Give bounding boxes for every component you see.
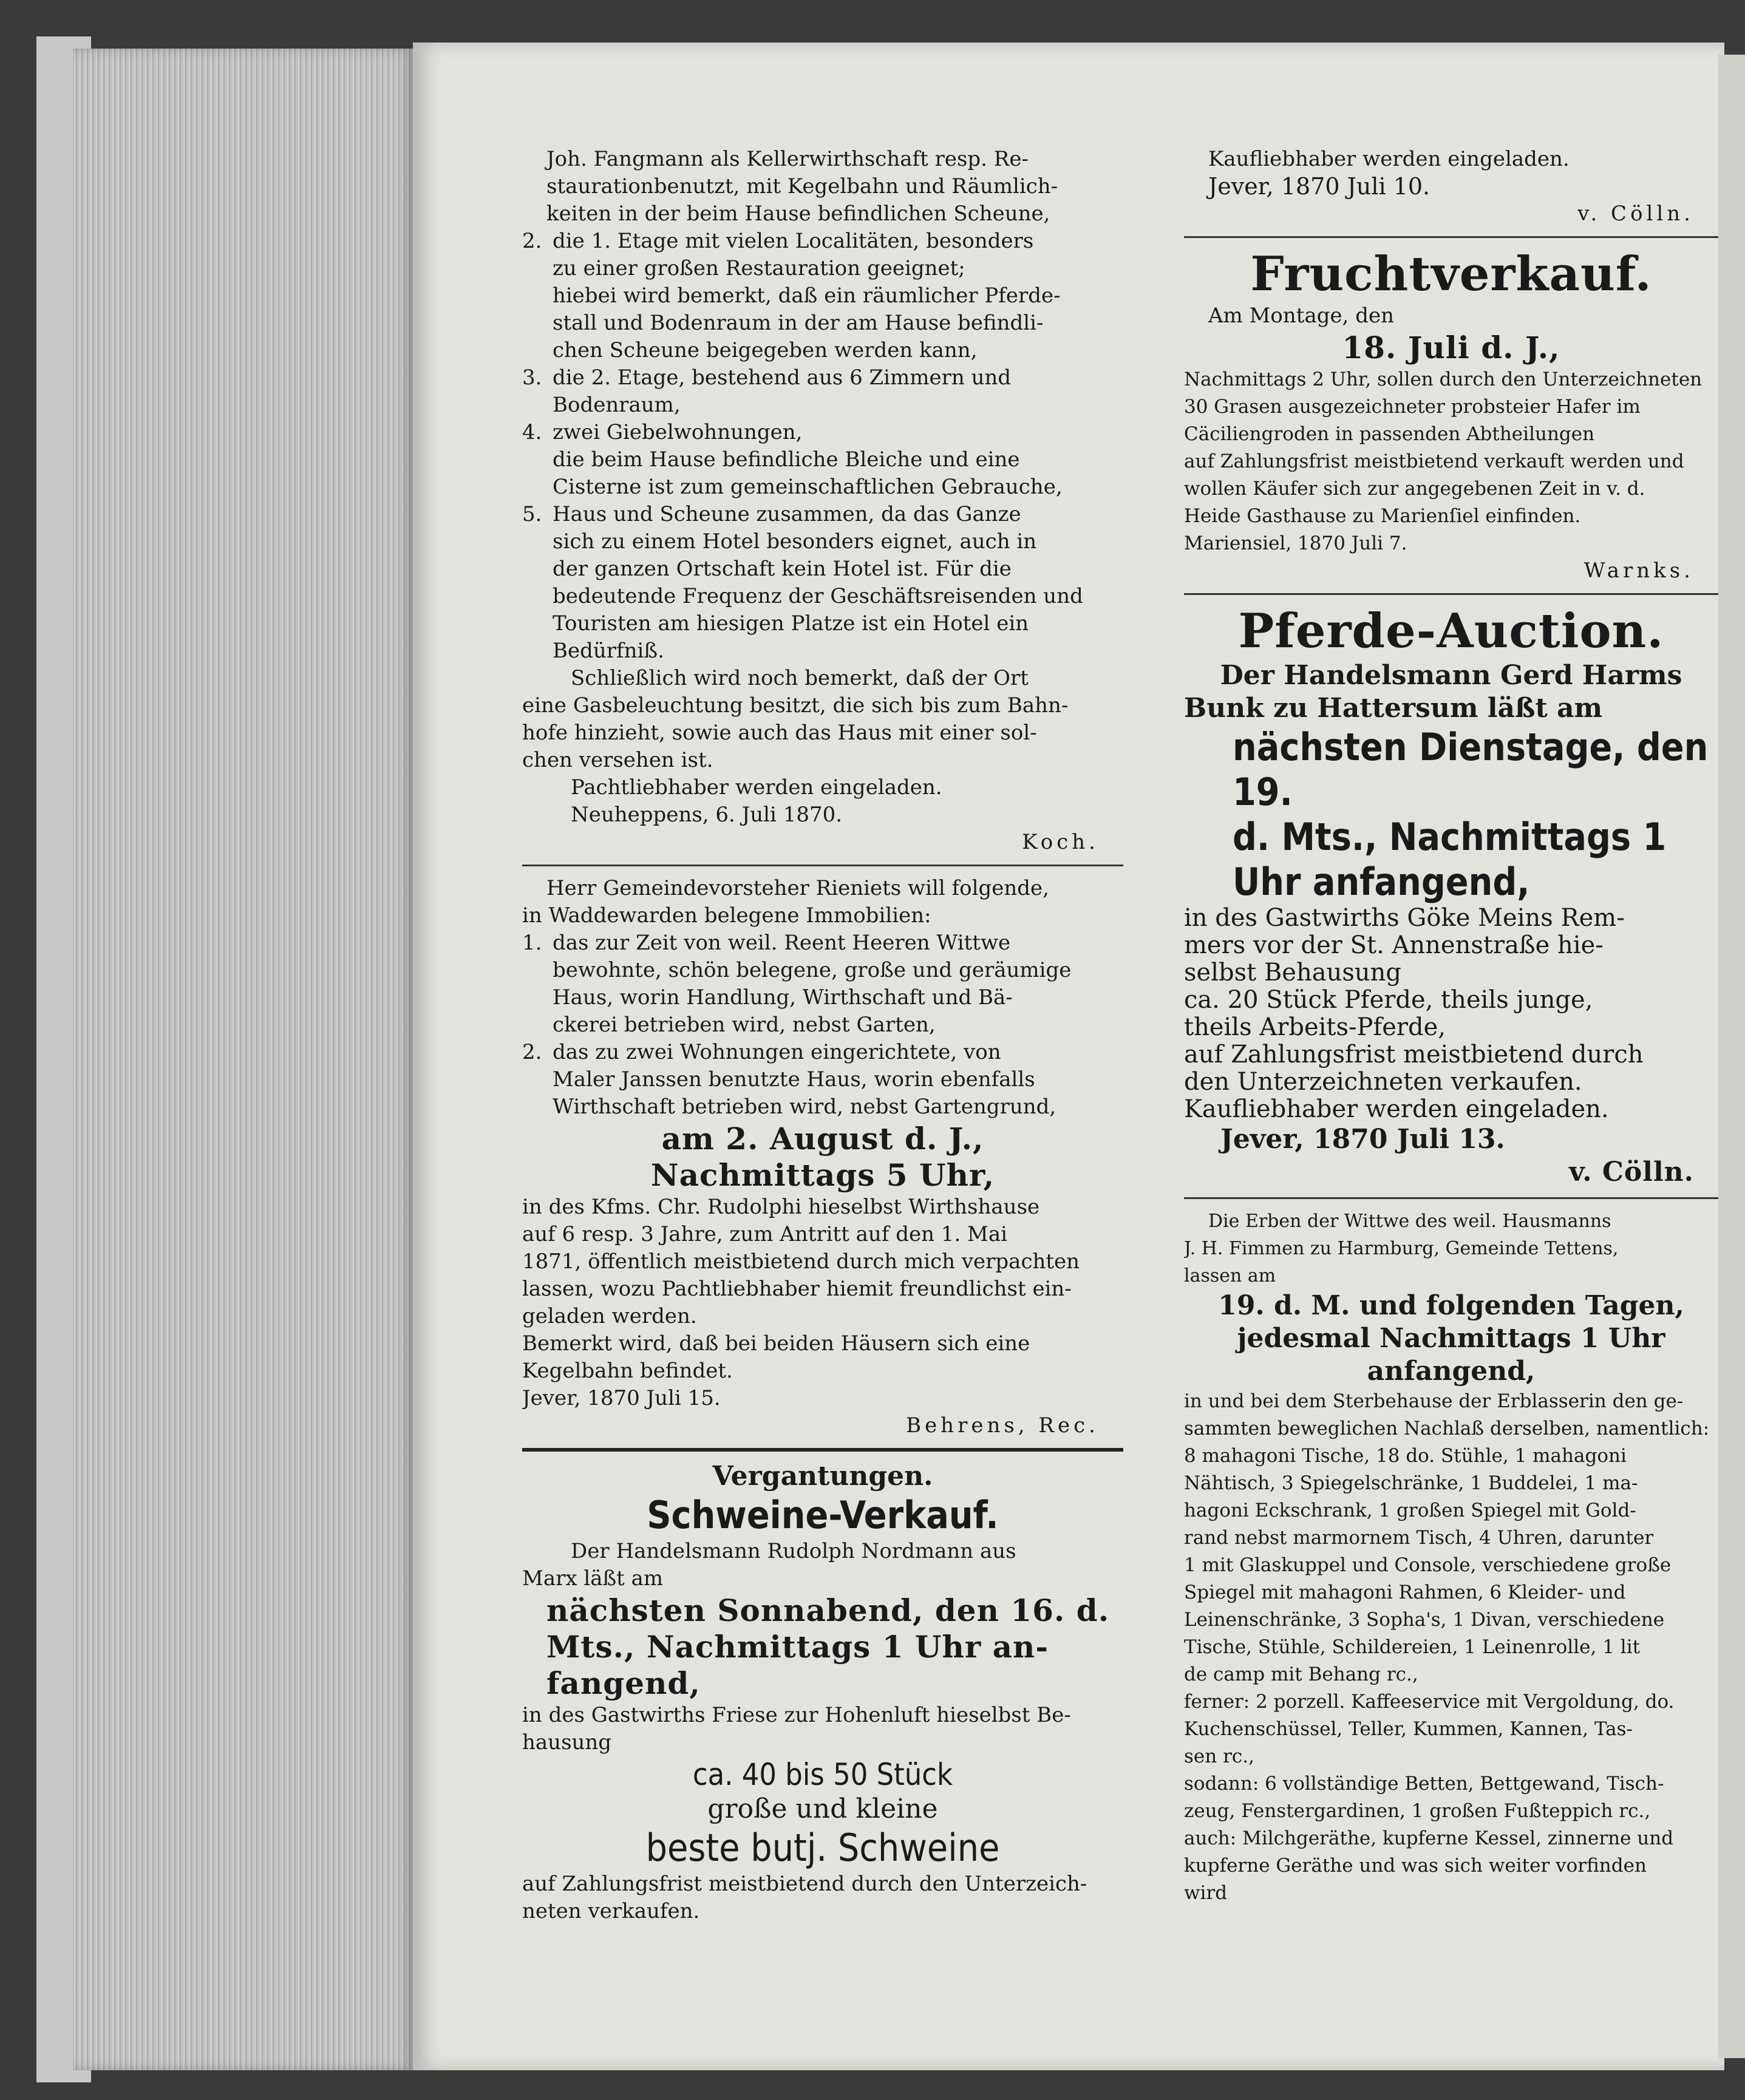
list-item <box>522 446 1123 474</box>
list-item <box>522 610 1123 637</box>
item-number: 2. <box>522 1040 542 1064</box>
item-text: zwei Giebelwohnungen, <box>553 420 803 444</box>
text-line: 30 Grasen ausgezeichneter probsteier Hafer im <box>1184 396 1641 418</box>
text-line: in des Kfms. Chr. Rudolphi hieselbst Wirthshause <box>522 1195 1040 1219</box>
text-line: Mariensiel, 1870 Juli 7. <box>1184 532 1407 554</box>
text-line: Am Montage, den <box>1208 304 1394 328</box>
list-item <box>522 957 1123 984</box>
list-item <box>522 392 1123 419</box>
ad-body <box>1184 366 1718 557</box>
item-text: Haus, worin Handlung, Wirthschaft und Bä- <box>553 985 1013 1010</box>
divider <box>1184 593 1718 595</box>
text-line: Schließlich wird noch bemerkt, daß der Ort <box>571 666 1029 690</box>
item-text: bewohnte, schön belegene, große und geräumige <box>553 958 1072 982</box>
item-text: Bodenraum, <box>553 393 681 417</box>
list-item <box>522 501 1123 528</box>
item-list <box>522 929 1123 1121</box>
divider <box>522 1448 1123 1452</box>
ad-schweine-verkauf <box>522 1460 1123 1925</box>
ad-kaufliebhaber <box>1184 146 1718 228</box>
text-line: auf Zahlungsfrist meistbietend durch den Unterzeich- <box>522 1872 1087 1896</box>
item-text: die 2. Etage, bestehend aus 6 Zimmern und <box>553 365 1012 390</box>
right-column <box>1184 146 1718 1907</box>
list-item <box>522 1011 1123 1039</box>
item-number: 3. <box>522 365 542 390</box>
list-item <box>522 364 1123 392</box>
list-item <box>522 419 1123 446</box>
ad-body <box>1184 905 1718 1123</box>
text-line: neten verkaufen. <box>522 1899 700 1923</box>
text-line: kupferne Geräthe und was sich weiter vorfinden <box>1184 1855 1647 1877</box>
text-line: sodann: 6 vollständige Betten, Bettgewand, Tisch- <box>1184 1773 1664 1795</box>
item-text: hiebei wird bemerkt, daß ein räumlicher Pferde- <box>553 284 1061 308</box>
item-text: Haus und Scheune zusammen, da das Ganze <box>553 502 1021 526</box>
list-item <box>522 583 1123 610</box>
item-text: sich zu einem Hotel besonders eignet, auch in <box>553 529 1037 554</box>
list-item <box>522 637 1123 665</box>
item-text: ckerei betrieben wird, nebst Garten, <box>553 1013 936 1037</box>
item-number: 5. <box>522 502 542 526</box>
item-text: der ganzen Ortschaft kein Hotel ist. Für die <box>553 557 1012 581</box>
list-item <box>522 228 1123 255</box>
ad-title: Pferde-Auction. <box>1238 603 1664 659</box>
text-line: Bemerkt wird, daß bei beiden Häusern sich eine <box>522 1331 1030 1356</box>
divider <box>1184 1197 1718 1199</box>
text-line: Tische, Stühle, Schildereien, 1 Leinenrolle, 1 lit <box>1184 1636 1641 1658</box>
item-text: die 1. Etage mit vielen Localitäten, besonders <box>553 229 1034 253</box>
text-line: lassen am <box>1184 1265 1276 1286</box>
ad-fruchtverkauf <box>1184 246 1718 585</box>
divider <box>1184 236 1718 238</box>
text-line: Leinenschränke, 3 Sopha's, 1 Divan, verschiedene <box>1184 1609 1665 1631</box>
sale-date: 18. Juli d. J., <box>1342 330 1560 365</box>
animal-size: große und kleine <box>707 1793 938 1824</box>
item-text: chen Scheune beigegeben werden kann, <box>553 338 978 362</box>
animal-count: ca. 40 bis 50 Stück <box>692 1757 953 1792</box>
item-text: die beim Hause befindliche Bleiche und eine <box>553 447 1020 472</box>
text-line: mers vor der St. Annenstraße hie- <box>1184 932 1604 959</box>
text-line: Spiegel mit mahagoni Rahmen, 6 Kleider- und <box>1184 1582 1626 1603</box>
text-line: in und bei dem Sterbehause der Erblasserin den ge- <box>1184 1390 1684 1412</box>
ad-title: Fruchtverkauf. <box>1250 246 1652 302</box>
signature: Warnks. <box>1583 559 1694 583</box>
text-line: Kegelbahn befindet. <box>522 1359 733 1383</box>
text-line: Kaufliebhaber werden eingeladen. <box>1208 147 1570 171</box>
sale-date: nächsten Sonnabend, den 16. d. <box>546 1592 1110 1628</box>
text-line: chen versehen ist. <box>522 748 713 772</box>
text-line: Marx läßt am <box>522 1566 664 1591</box>
signature: Koch. <box>1022 830 1099 854</box>
text-line: auf 6 resp. 3 Jahre, zum Antritt auf den 1. Mai <box>522 1222 1008 1246</box>
ad-title: Schweine-Verkauf. <box>647 1493 999 1537</box>
ad-body <box>1184 1388 1718 1907</box>
list-item <box>522 556 1123 583</box>
text-line: selbst Behausung <box>1184 959 1402 987</box>
text-line: staurationbenutzt, mit Kegelbahn und Räumlich- <box>546 174 1058 199</box>
text-line: eine Gasbeleuchtung besitzt, die sich bis zum Bahn- <box>522 693 1069 718</box>
text-line: keiten in der beim Hause befindlichen Scheune, <box>546 202 1050 226</box>
item-text: stall und Bodenraum in der am Hause befindli- <box>553 311 1044 335</box>
item-number: 2. <box>522 229 542 253</box>
sale-date: 19. d. M. und folgenden Tagen, <box>1218 1290 1684 1321</box>
text-line: 1871, öffentlich meistbietend durch mich verpachten <box>522 1249 1080 1274</box>
auction-date: d. Mts., Nachmittags 1 <box>1233 815 1667 859</box>
text-line: 8 mahagoni Tische, 18 do. Stühle, 1 mahagoni <box>1184 1445 1627 1467</box>
list-item <box>522 255 1123 282</box>
sale-date: Mts., Nachmittags 1 Uhr an- <box>546 1629 1049 1665</box>
auction-date: nächsten Dienstage, den 19. <box>1233 725 1709 814</box>
text-line: Jever, 1870 Juli 15. <box>522 1386 721 1410</box>
item-text: Wirthschaft betrieben wird, nebst Gartengrund, <box>553 1095 1056 1119</box>
ad-neuheppens <box>522 146 1123 856</box>
section-heading: Vergantungen. <box>712 1461 933 1492</box>
text-line: Joh. Fangmann als Kellerwirthschaft resp. Re- <box>546 147 1029 171</box>
animal-kind: beste butj. Schweine <box>645 1826 1000 1870</box>
text-line: Kaufliebhaber werden eingeladen. <box>1184 1096 1609 1123</box>
text-line: rand nebst marmornem Tisch, 4 Uhren, darunter <box>1184 1527 1654 1549</box>
ad-waddewarden <box>522 875 1123 1439</box>
text-line: Bunk zu Hattersum läßt am <box>1184 693 1603 724</box>
text-line: wird <box>1184 1882 1228 1904</box>
sale-date: anfangend, <box>1367 1356 1536 1387</box>
sale-date: jedesmal Nachmittags 1 Uhr <box>1237 1323 1665 1354</box>
text-line: de camp mit Behang rc., <box>1184 1663 1418 1685</box>
text-line: lassen, wozu Pachtliebhaber hiemit freundlichst ein- <box>522 1277 1072 1301</box>
list-item <box>522 1039 1123 1066</box>
text-line: geladen werden. <box>522 1304 697 1328</box>
item-text: Cisterne ist zum gemeinschaftlichen Gebrauche, <box>553 475 1063 499</box>
sale-date: fangend, <box>546 1665 701 1701</box>
text-line: Herr Gemeindevorsteher Rieniets will folgende, <box>546 876 1049 900</box>
left-column <box>522 146 1123 1925</box>
text-line: ferner: 2 porzell. Kaffeeservice mit Vergoldung, do. <box>1184 1691 1675 1713</box>
place-date: Neuheppens, 6. Juli 1870. <box>571 803 843 827</box>
facing-page-edge <box>1718 55 1745 2058</box>
text-line: Der Handelsmann Rudolph Nordmann aus <box>571 1539 1016 1563</box>
ad-fimmen-erben <box>1184 1208 1718 1907</box>
text-line: in des Gastwirths Göke Meins Rem- <box>1184 905 1625 932</box>
text-line: auf Zahlungsfrist meistbietend verkauft werden und <box>1184 450 1684 472</box>
text-line: Kuchenschüssel, Teller, Kummen, Kannen, Tas- <box>1184 1718 1633 1740</box>
auction-date: Uhr anfangend, <box>1233 860 1530 904</box>
text-line: Nachmittags 2 Uhr, sollen durch den Unterzeichneten <box>1184 369 1702 390</box>
list-item <box>522 929 1123 957</box>
text-line: hagoni Eckschrank, 1 großen Spiegel mit Gold- <box>1184 1500 1636 1521</box>
signature: v. Cölln. <box>1569 1157 1694 1188</box>
item-text: Bedürfniß. <box>553 639 664 663</box>
list-item <box>522 1066 1123 1093</box>
text-line: in Waddewarden belegene Immobilien: <box>522 903 931 928</box>
text-line: Die Erben der Wittwe des weil. Hausmanns <box>1208 1211 1611 1232</box>
text-line: sen rc., <box>1184 1745 1254 1767</box>
text-line: 1 mit Glaskuppel und Console, verschiedene große <box>1184 1554 1672 1576</box>
text-line: auf Zahlungsfrist meistbietend durch <box>1184 1041 1644 1069</box>
place-date: Jever, 1870 Juli 10. <box>1208 173 1430 200</box>
list-item <box>522 474 1123 501</box>
text-line: Heide Gasthause zu Marienſiel einfinden. <box>1184 505 1581 527</box>
list-item <box>522 337 1123 364</box>
item-number: 1. <box>522 931 542 955</box>
item-text: Maler Janssen benutzte Haus, worin ebenfalls <box>553 1067 1035 1092</box>
text-line: Der Handelsmann Gerd Harms <box>1220 660 1682 691</box>
book-page-edges <box>73 49 413 2070</box>
text-line: in des Gastwirths Friese zur Hohenluft hieselbst Be- <box>522 1703 1071 1727</box>
item-text: zu einer großen Restauration geeignet; <box>553 256 965 280</box>
ad-pferde-auction <box>1184 603 1718 1189</box>
place-date: Jever, 1870 Juli 13. <box>1220 1124 1505 1155</box>
text-line: J. H. Fimmen zu Harmburg, Gemeinde Tettens, <box>1184 1238 1619 1259</box>
list-item <box>522 984 1123 1011</box>
text-line: den Unterzeichneten verkaufen. <box>1184 1069 1582 1096</box>
text-line: wollen Käufer sich zur angegebenen Zeit in v. d. <box>1184 478 1645 500</box>
item-text: das zur Zeit von weil. Reent Heeren Wittwe <box>553 931 1011 955</box>
item-text: Touristen am hiesigen Platze ist ein Hotel ein <box>553 611 1029 636</box>
text-line: Cäciliengroden in passenden Abtheilungen <box>1184 423 1595 445</box>
list-item <box>522 528 1123 556</box>
text-line: hausung <box>522 1730 612 1755</box>
auction-date: am 2. August d. J., <box>661 1121 984 1157</box>
text-line: hofe hinzieht, sowie auch das Haus mit einer sol- <box>522 721 1037 745</box>
item-text: bedeutende Frequenz der Geschäftsreisenden und <box>553 584 1083 608</box>
item-text: das zu zwei Wohnungen eingerichtete, von <box>553 1040 1001 1064</box>
text-line: ca. 20 Stück Pferde, theils junge, <box>1184 987 1593 1014</box>
signature: Behrens, Rec. <box>906 1413 1099 1438</box>
text-line: Nähtisch, 3 Spiegelschränke, 1 Buddelei, 1 ma- <box>1184 1472 1638 1494</box>
list-item <box>522 1093 1123 1121</box>
item-list <box>522 228 1123 665</box>
text-line: sammten beweglichen Nachlaß derselben, namentlich: <box>1184 1418 1710 1439</box>
list-item <box>522 282 1123 310</box>
list-item <box>522 310 1123 337</box>
text-line: zeug, Fenstergardinen, 1 großen Fußteppich rc., <box>1184 1800 1651 1822</box>
divider <box>522 865 1123 866</box>
ad-body <box>522 1194 1123 1412</box>
text-line: theils Arbeits-Pferde, <box>1184 1014 1446 1041</box>
text-line: auch: Milchgeräthe, kupferne Kessel, zinnerne und <box>1184 1827 1674 1849</box>
item-number: 4. <box>522 420 542 444</box>
signature: v. Cölln. <box>1577 202 1694 226</box>
auction-time: Nachmittags 5 Uhr, <box>650 1157 995 1193</box>
text-line: Pachtliebhaber werden eingeladen. <box>571 775 942 800</box>
